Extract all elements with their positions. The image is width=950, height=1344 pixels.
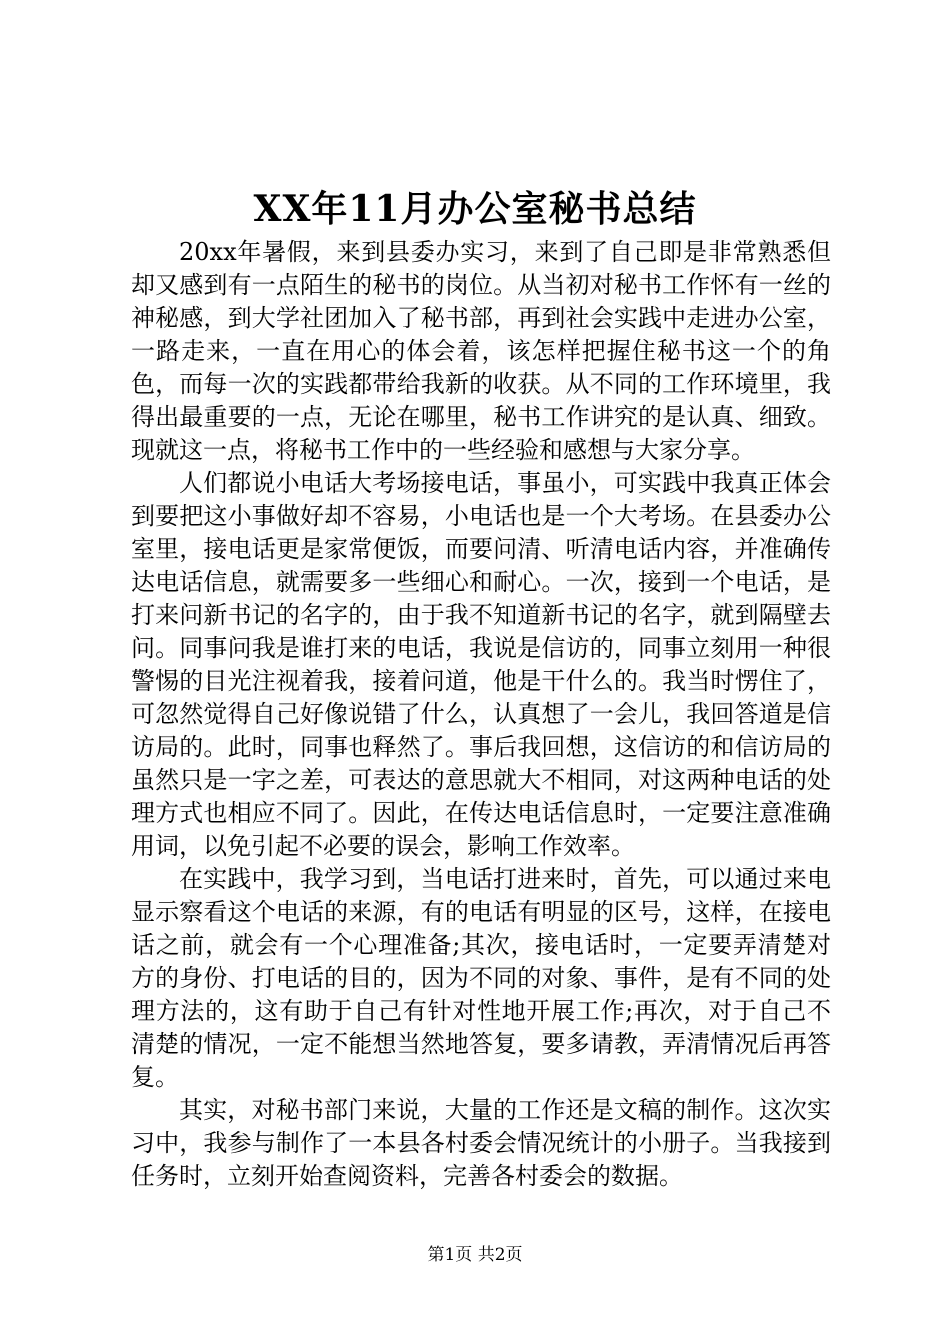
document-body xyxy=(131,236,831,1193)
paragraph: 人们都说小电话大考场接电话，事虽小，可实践中我真正体会到要把这小事做好却不容易，小电话也是一个大考场。在县委办公室里，接电话更是家常便饭，而要问清、听清电话内容，并准确传达电话信息，就需要多一些细心和耐心。一次，接到一个电话，是打来问新书记的名字的，由于我不知道新书记的名字，就到隔壁去问。同事问我是谁打来的电话，我说是信访的，同事立刻用一种很警惕的目光注视着我，接着问道，他是干什么的。我当时愣住了，可忽然觉得自己好像说错了什么，认真想了一会儿，我回答道是信访局的。此时，同事也释然了。事后我回想，这信访的和信访局的虽然只是一字之差，可表达的意思就大不相同，对这两种电话的处理方式也相应不同了。因此，在传达电话信息时，一定要注意准确用词，以免引起不必要的误会，影响工作效率。 xyxy=(131,469,831,860)
page-number-footer: 第1页 共2页 xyxy=(427,1245,523,1265)
paragraph: 其实，对秘书部门来说，大量的工作还是文稿的制作。这次实习中，我参与制作了一本县各村委会情况统计的小册子。当我接到任务时，立刻开始查阅资料，完善各村委会的数据。 xyxy=(131,1096,831,1190)
document-title: XX年11月办公室秘书总结 xyxy=(253,188,697,230)
paragraph: 20xx年暑假，来到县委办实习，来到了自己即是非常熟悉但却又感到有一点陌生的秘书的岗位。从当初对秘书工作怀有一丝的神秘感，到大学社团加入了秘书部，再到社会实践中走进办公室，一路走来，一直在用心的体会着，该怎样把握住秘书这一个的角色，而每一次的实践都带给我新的收获。从不同的工作环境里，我得出最重要的一点，无论在哪里，秘书工作讲究的是认真、细致。现就这一点，将秘书工作中的一些经验和感想与大家分享。 xyxy=(131,238,831,464)
paragraph: 在实践中，我学习到，当电话打进来时，首先，可以通过来电显示察看这个电话的来源，有的电话有明显的区号，这样，在接电话之前，就会有一个心理准备;其次，接电话时，一定要弄清楚对方的身份、打电话的目的，因为不同的对象、事件，是有不同的处理方法的，这有助于自己有针对性地开展工作;再次，对于自己不清楚的情况，一定不能想当然地答复，要多请教，弄清情况后再答复。 xyxy=(131,865,831,1091)
